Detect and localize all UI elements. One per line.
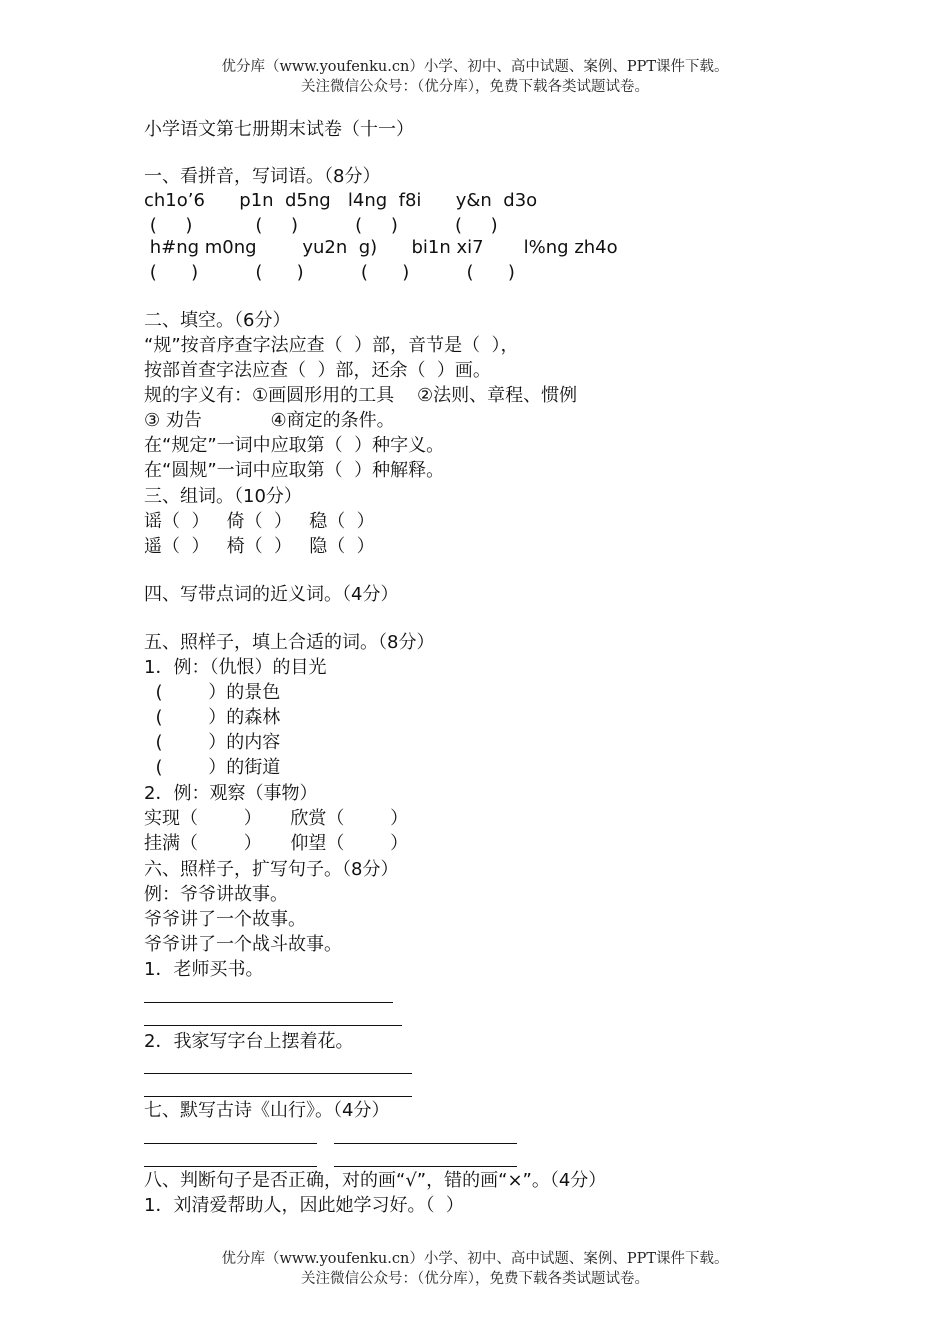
poem-line xyxy=(144,1166,317,1167)
section-8-heading: 八、判断句子是否正确，对的画“√”，错的画“×”。（4分） xyxy=(144,1170,607,1191)
section-6-example-1: 例：爷爷讲故事。 xyxy=(144,884,288,905)
section-2-line-5: 在“规定”一词中应取第（ ）种字义。 xyxy=(144,435,445,456)
section-5-item-1: ( ）的景色 xyxy=(144,682,281,703)
answer-line xyxy=(144,1002,393,1003)
poem-line xyxy=(334,1143,517,1144)
section-3-line-1: 谣（ ） 倚（ ） 稳（ ） xyxy=(144,511,375,532)
section-5-example-1: 1．例：（仇恨）的目光 xyxy=(144,657,327,678)
header-line-1: 优分库（www.youfenku.cn）小学、初中、高中试题、案例、PPT课件下载。 xyxy=(221,59,729,75)
section-6-example-2: 爷爷讲了一个故事。 xyxy=(144,909,306,930)
section-2-line-2: 按部首查字法应查（ ）部，还余（ ）画。 xyxy=(144,360,491,381)
section-6-heading: 六、照样子，扩写句子。（8分） xyxy=(144,859,399,880)
section-5-row-1: 实现（ ） 欣赏（ ） xyxy=(144,808,409,829)
section-5-item-2: ( ）的森林 xyxy=(144,707,281,728)
answer-line xyxy=(144,1025,402,1026)
pinyin-row-2: h#ng m0ng yu2n g) bi1n xi7 l%ng zh4o xyxy=(144,237,618,258)
answer-blanks-row-2: ( ) ( ) ( ) ( ) xyxy=(144,262,515,283)
section-5-example-2: 2．例：观察（事物） xyxy=(144,783,318,804)
answer-line xyxy=(144,1073,412,1074)
exam-title: 小学语文第七册期末试卷（十一） xyxy=(144,119,414,140)
footer-line-2: 关注微信公众号：（优分库），免费下载各类试题试卷。 xyxy=(301,1271,649,1287)
section-5-item-4: ( ）的街道 xyxy=(144,757,281,778)
section-5-item-3: ( ）的内容 xyxy=(144,732,281,753)
section-2-line-4: ③ 劝告 ④商定的条件。 xyxy=(144,410,395,431)
poem-line xyxy=(334,1166,517,1167)
pinyin-row-1: ch1o’6 p1n d5ng l4ng f8i y&n d3o xyxy=(144,190,538,211)
section-2-heading: 二、填空。（6分） xyxy=(144,310,291,331)
section-6-question-2: 2．我家写字台上摆着花。 xyxy=(144,1031,354,1052)
answer-line xyxy=(144,1096,412,1097)
section-5-row-2: 挂满（ ） 仰望（ ） xyxy=(144,833,409,854)
poem-line xyxy=(144,1143,317,1144)
section-7-heading: 七、默写古诗《山行》。（4分） xyxy=(144,1100,390,1121)
section-4-heading: 四、写带点词的近义词。（4分） xyxy=(144,584,399,605)
section-6-example-3: 爷爷讲了一个战斗故事。 xyxy=(144,934,342,955)
section-3-heading: 三、组词。（10分） xyxy=(144,486,302,507)
section-5-heading: 五、照样子，填上合适的词。（8分） xyxy=(144,632,435,653)
section-2-line-1: “规”按音序查字法应查（ ）部，音节是（ ）， xyxy=(144,335,519,356)
section-1-heading: 一、看拼音，写词语。（8分） xyxy=(144,166,381,187)
header-line-2: 关注微信公众号：（优分库），免费下载各类试题试卷。 xyxy=(301,79,649,95)
answer-blanks-row-1: ( ) ( ) ( ) ( ) xyxy=(144,215,498,236)
section-8-question-1: 1．刘清爱帮助人，因此她学习好。（ ） xyxy=(144,1195,464,1216)
section-6-question-1: 1．老师买书。 xyxy=(144,959,264,980)
section-3-line-2: 遥（ ） 椅（ ） 隐（ ） xyxy=(144,536,375,557)
section-2-line-6: 在“圆规”一词中应取第（ ）种解释。 xyxy=(144,460,445,481)
section-2-line-3: 规的字义有：①画圆形用的工具 ②法则、章程、惯例 xyxy=(144,385,578,406)
footer-line-1: 优分库（www.youfenku.cn）小学、初中、高中试题、案例、PPT课件下载。 xyxy=(221,1251,729,1267)
